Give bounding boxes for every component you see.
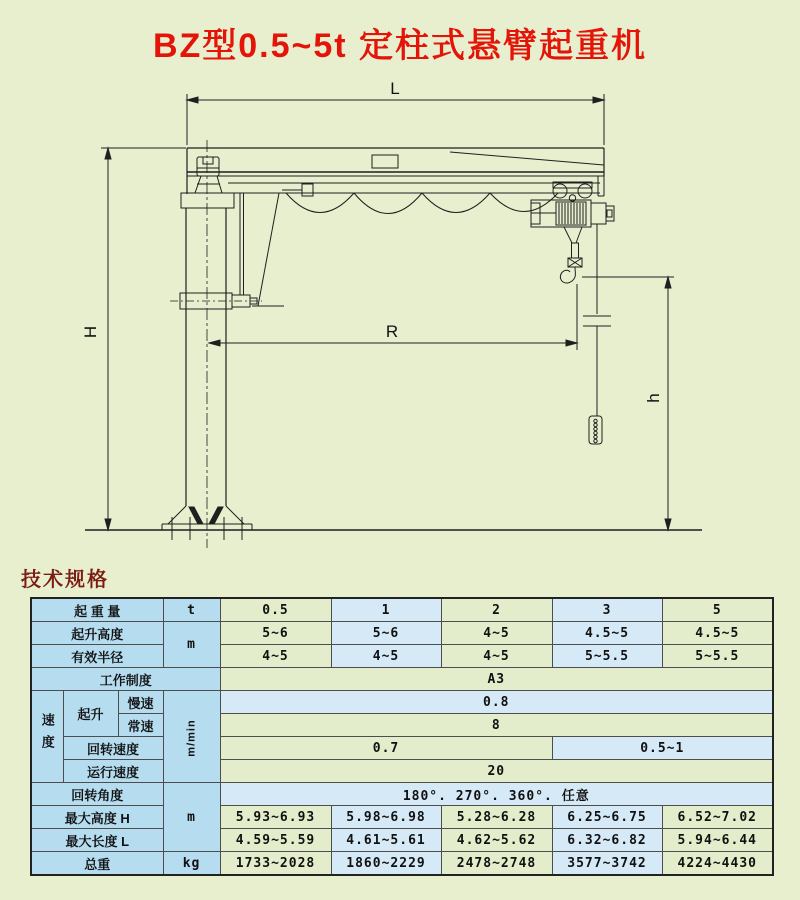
cell-capacity-0: 0.5 — [220, 598, 331, 622]
dim-label-H: H — [81, 325, 100, 339]
hook-icon — [560, 267, 575, 283]
cell-duty-label: 工作制度 — [31, 668, 220, 691]
cell-lift-4: 4.5~5 — [662, 622, 773, 645]
hoist-trolley — [531, 182, 614, 227]
cell-weight-label: 总重 — [31, 852, 163, 876]
crane-column — [170, 140, 284, 548]
cell-weight-2: 2478~2748 — [441, 852, 552, 876]
dimension-L — [187, 94, 604, 145]
cell-capacity-4: 5 — [662, 598, 773, 622]
crane-diagram — [0, 60, 800, 560]
speed-unit-label: m/min — [185, 719, 198, 757]
row-lift-height — [31, 622, 773, 645]
speed-group-label: 速度 — [39, 713, 55, 757]
cell-maxl-2: 4.62~5.62 — [441, 829, 552, 852]
cell-slew-label: 回转速度 — [63, 737, 163, 760]
row-slew-angle — [31, 783, 773, 806]
cell-maxl-4: 5.94~6.44 — [662, 829, 773, 852]
row-duty — [31, 668, 773, 691]
hook-assembly — [560, 227, 582, 283]
cell-maxh-2: 5.28~6.28 — [441, 806, 552, 829]
section-heading: 技术规格 — [21, 569, 109, 591]
cell-capacity-unit: t — [163, 598, 220, 622]
cell-speed-unit — [163, 691, 220, 783]
crane-diagram-svg — [0, 60, 800, 560]
cell-maxl-1: 4.61~5.61 — [331, 829, 441, 852]
cell-radius-4: 5~5.5 — [662, 645, 773, 668]
cell-radius-3: 5~5.5 — [552, 645, 662, 668]
row-max-height — [31, 806, 773, 829]
cell-speed-group — [31, 691, 63, 783]
cell-maxh-4: 6.52~7.02 — [662, 806, 773, 829]
dim-label-R: R — [385, 322, 399, 341]
cell-slew-value-a: 0.7 — [220, 737, 552, 760]
crane-boom — [187, 148, 604, 214]
cell-maxh-1: 5.98~6.98 — [331, 806, 441, 829]
cell-capacity-2: 2 — [441, 598, 552, 622]
cell-duty-value: A3 — [220, 668, 773, 691]
cell-slow-value: 0.8 — [220, 691, 773, 714]
row-speed-normal — [31, 714, 773, 737]
cell-capacity-label: 起 重 量 — [31, 598, 163, 622]
row-speed-travel — [31, 760, 773, 783]
cell-maxh-3: 6.25~6.75 — [552, 806, 662, 829]
top-collar — [181, 193, 234, 208]
cell-radius-2: 4~5 — [441, 645, 552, 668]
row-speed-slow — [31, 691, 773, 714]
cell-capacity-3: 3 — [552, 598, 662, 622]
spec-table — [30, 597, 774, 876]
cell-angle-label: 回转角度 — [31, 783, 163, 806]
row-speed-slew — [31, 737, 773, 760]
page-title: BZ型0.5~5t 定柱式悬臂起重机 — [152, 27, 648, 65]
cell-radius-label: 有效半径 — [31, 645, 163, 668]
cell-m-unit-2: m — [163, 783, 220, 852]
cell-weight-3: 3577~3742 — [552, 852, 662, 876]
cell-lift-1: 5~6 — [331, 622, 441, 645]
cell-lift-label: 起升高度 — [31, 622, 163, 645]
cell-maxl-label: 最大长度 L — [31, 829, 163, 852]
hoist-motor — [591, 203, 606, 224]
cell-weight-4: 4224~4430 — [662, 852, 773, 876]
cell-maxh-label: 最大高度 H — [31, 806, 163, 829]
cell-normal-label: 常速 — [118, 714, 163, 737]
boom-plate — [372, 155, 398, 168]
cell-lift-2: 4~5 — [441, 622, 552, 645]
cell-hoist-label: 起升 — [63, 691, 118, 737]
dim-label-L: L — [390, 79, 400, 98]
festoon-cables — [286, 193, 558, 214]
cell-weight-0: 1733~2028 — [220, 852, 331, 876]
cell-travel-value: 20 — [220, 760, 773, 783]
row-radius — [31, 645, 773, 668]
cell-maxl-0: 4.59~5.59 — [220, 829, 331, 852]
pendant-control — [583, 224, 611, 444]
cell-weight-unit: kg — [163, 852, 220, 876]
row-max-length — [31, 829, 773, 852]
swivel-head — [197, 157, 219, 176]
cell-normal-value: 8 — [220, 714, 773, 737]
dim-label-h: h — [644, 393, 663, 403]
cell-maxh-0: 5.93~6.93 — [220, 806, 331, 829]
cell-slow-label: 慢速 — [118, 691, 163, 714]
cell-slew-value-b: 0.5~1 — [552, 737, 773, 760]
row-total-weight — [31, 852, 773, 876]
cell-travel-label: 运行速度 — [63, 760, 163, 783]
cell-radius-0: 4~5 — [220, 645, 331, 668]
row-capacity — [31, 598, 773, 622]
cell-capacity-1: 1 — [331, 598, 441, 622]
cell-lift-0: 5~6 — [220, 622, 331, 645]
cell-m-unit: m — [163, 622, 220, 668]
crane-drawing — [85, 94, 702, 548]
cell-angle-value: 180°. 270°. 360°. 任意 — [220, 783, 773, 806]
cell-radius-1: 4~5 — [331, 645, 441, 668]
cell-weight-1: 1860~2229 — [331, 852, 441, 876]
cell-lift-3: 4.5~5 — [552, 622, 662, 645]
limit-switch — [302, 184, 313, 196]
dimension-H — [101, 148, 186, 530]
cell-maxl-3: 6.32~6.82 — [552, 829, 662, 852]
